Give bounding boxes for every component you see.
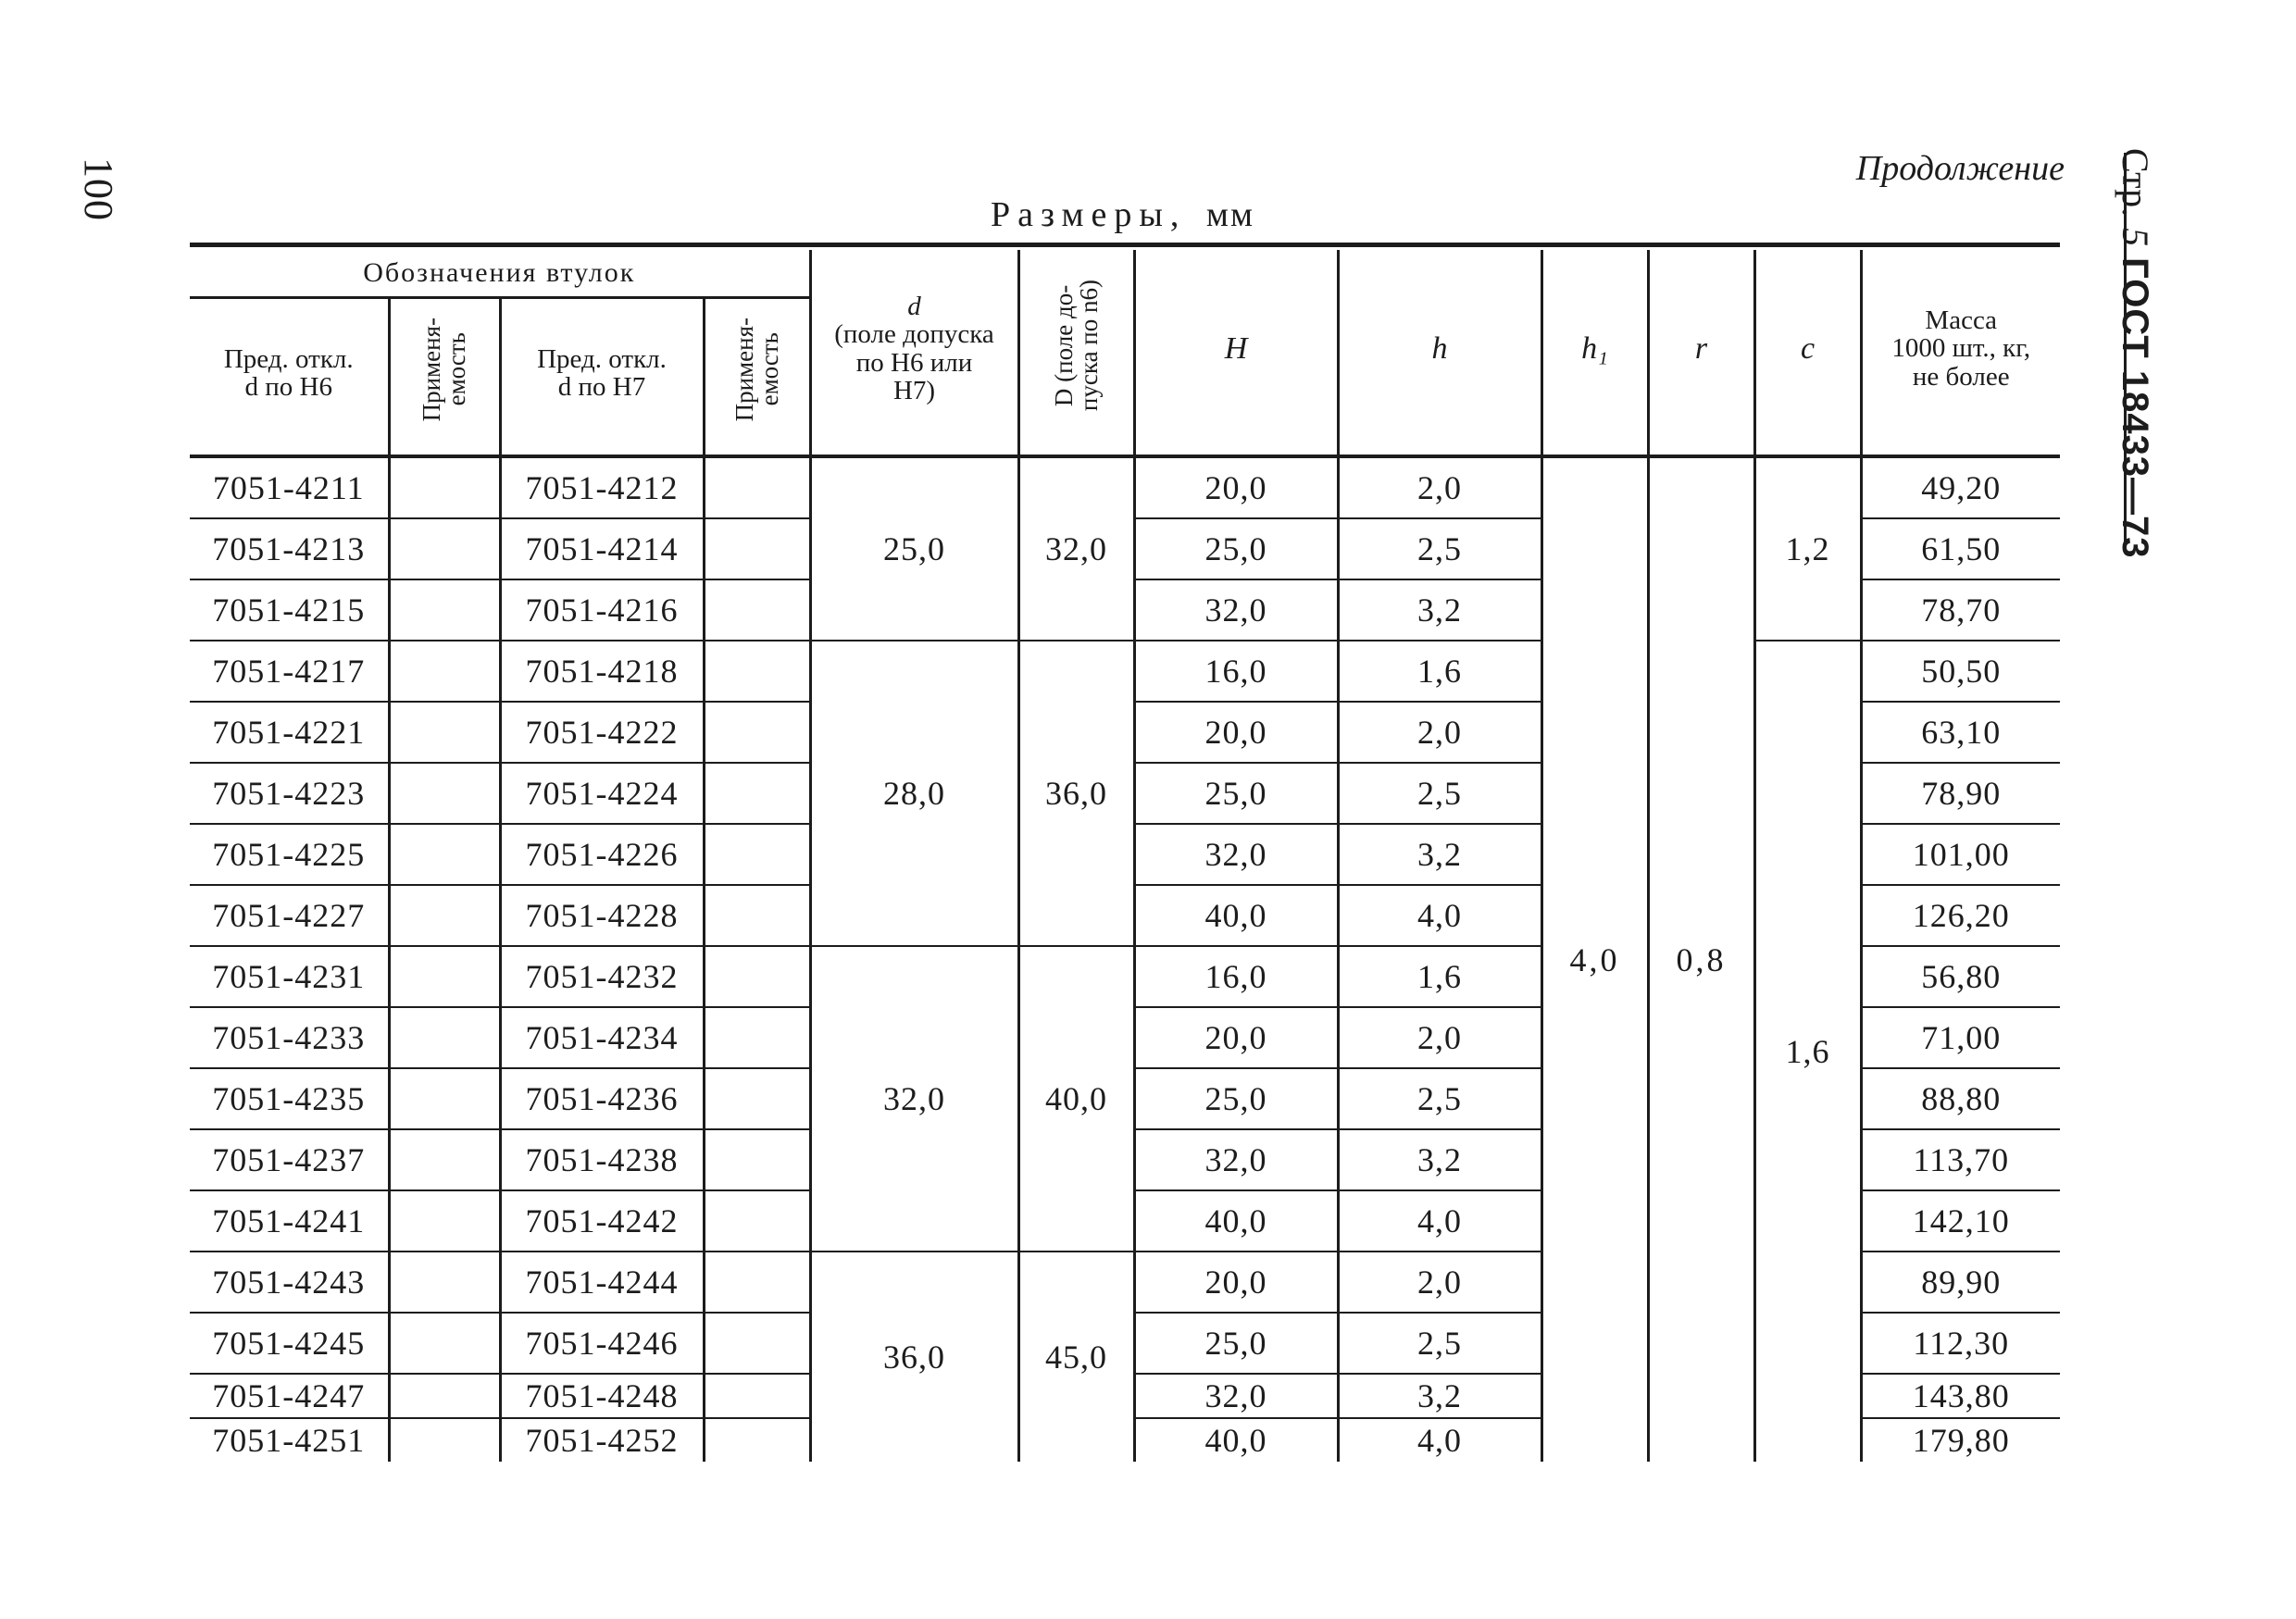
- code-h6: 7051-4233: [190, 1007, 389, 1068]
- applicability-cell: [389, 1190, 500, 1252]
- h-value: 2,5: [1338, 518, 1541, 579]
- h-value: 2,0: [1338, 456, 1541, 518]
- code-h7: 7051-4212: [500, 456, 704, 518]
- continuation-label: Продолжение: [1855, 149, 2065, 188]
- h-value: 3,2: [1338, 1374, 1541, 1418]
- code-h6: 7051-4225: [190, 824, 389, 885]
- header-pred-h6-line2: d по Н6: [244, 372, 332, 402]
- code-h6: 7051-4231: [190, 946, 389, 1007]
- applicability-cell: [704, 763, 810, 824]
- mass-value: 61,50: [1861, 518, 2060, 579]
- H-value: 40,0: [1134, 885, 1338, 946]
- mass-value: 50,50: [1861, 641, 2060, 702]
- mass-value: 143,80: [1861, 1374, 2060, 1418]
- mass-value: 71,00: [1861, 1007, 2060, 1068]
- applicability-cell: [704, 1007, 810, 1068]
- mass-value: 89,90: [1861, 1252, 2060, 1313]
- h1-value: 4,0: [1541, 456, 1648, 1462]
- code-h7: 7051-4242: [500, 1190, 704, 1252]
- header-d: [810, 250, 1018, 447]
- header-D: [1018, 250, 1134, 447]
- applicability-cell: [704, 1313, 810, 1374]
- H-value: 40,0: [1134, 1190, 1338, 1252]
- applicability-cell: [704, 1374, 810, 1418]
- applicability-cell: [389, 824, 500, 885]
- H-value: 25,0: [1134, 1313, 1338, 1374]
- applicability-cell: [704, 1252, 810, 1313]
- h-value: 4,0: [1338, 885, 1541, 946]
- h-value: 3,2: [1338, 579, 1541, 641]
- applicability-cell: [389, 1252, 500, 1313]
- applicability-cell: [389, 641, 500, 702]
- code-h7: 7051-4232: [500, 946, 704, 1007]
- H-value: 20,0: [1134, 456, 1338, 518]
- header-D-line1: D (поле до-: [1049, 283, 1078, 406]
- H-value: 20,0: [1134, 1007, 1338, 1068]
- header-group-designations: Обозначения втулок: [190, 250, 810, 298]
- header-d-line3: Н7): [892, 375, 936, 405]
- code-h7: 7051-4216: [500, 579, 704, 641]
- sizes-title-text: Размеры,: [991, 195, 1187, 234]
- code-h7: 7051-4238: [500, 1129, 704, 1190]
- table-row: [190, 456, 2060, 518]
- c-value: 1,6: [1754, 641, 1861, 1462]
- header-mass-line1: Масса: [1925, 305, 1998, 335]
- side-label: [2114, 148, 2157, 559]
- code-h7: 7051-4248: [500, 1374, 704, 1418]
- code-h6: 7051-4241: [190, 1190, 389, 1252]
- header-applicability-1-line1: Применя-: [418, 317, 445, 422]
- applicability-cell: [389, 946, 500, 1007]
- applicability-cell: [704, 885, 810, 946]
- applicability-cell: [704, 1068, 810, 1129]
- header-h: h: [1338, 250, 1541, 447]
- mass-value: 63,10: [1861, 702, 2060, 763]
- code-h7: 7051-4226: [500, 824, 704, 885]
- h-value: 2,5: [1338, 1068, 1541, 1129]
- header-h1: h₁: [1541, 250, 1648, 447]
- h-value: 2,5: [1338, 763, 1541, 824]
- h-value: 3,2: [1338, 824, 1541, 885]
- header-applicability-1-line2: емость: [443, 332, 470, 406]
- D-value: 32,0: [1018, 456, 1134, 641]
- code-h6: 7051-4215: [190, 579, 389, 641]
- applicability-cell: [389, 1374, 500, 1418]
- applicability-cell: [704, 1190, 810, 1252]
- mass-value: 113,70: [1861, 1129, 2060, 1190]
- D-value: 45,0: [1018, 1252, 1134, 1462]
- mass-value: 101,00: [1861, 824, 2060, 885]
- header-pred-h7-line1: Пред. откл.: [537, 343, 667, 374]
- applicability-cell: [704, 1129, 810, 1190]
- mass-value: 49,20: [1861, 456, 2060, 518]
- applicability-cell: [704, 518, 810, 579]
- sizes-title: [991, 194, 1254, 235]
- header-d-line2: по Н6 или: [855, 347, 973, 378]
- header-d-symbol: d: [907, 291, 921, 321]
- code-h6: 7051-4221: [190, 702, 389, 763]
- applicability-cell: [389, 763, 500, 824]
- code-h7: 7051-4224: [500, 763, 704, 824]
- code-h6: 7051-4237: [190, 1129, 389, 1190]
- code-h7: 7051-4246: [500, 1313, 704, 1374]
- mass-value: 88,80: [1861, 1068, 2060, 1129]
- H-value: 16,0: [1134, 641, 1338, 702]
- applicability-cell: [389, 456, 500, 518]
- code-h6: 7051-4211: [190, 456, 389, 518]
- code-h6: 7051-4227: [190, 885, 389, 946]
- mass-value: 78,70: [1861, 579, 2060, 641]
- table-body: [190, 456, 2060, 1462]
- applicability-cell: [389, 1129, 500, 1190]
- table-row: [190, 641, 2060, 702]
- header-D-line2: пуска по n6): [1074, 279, 1103, 411]
- mass-value: 126,20: [1861, 885, 2060, 946]
- mass-value: 56,80: [1861, 946, 2060, 1007]
- header-d-line1: (поле допуска: [834, 319, 994, 350]
- applicability-cell: [704, 946, 810, 1007]
- H-value: 20,0: [1134, 1252, 1338, 1313]
- code-h7: 7051-4244: [500, 1252, 704, 1313]
- d-value: 36,0: [810, 1252, 1018, 1462]
- header-mass: [1861, 250, 2060, 447]
- applicability-cell: [704, 579, 810, 641]
- code-h7: 7051-4234: [500, 1007, 704, 1068]
- code-h6: 7051-4247: [190, 1374, 389, 1418]
- header-pred-h6-line1: Пред. откл.: [223, 343, 354, 374]
- applicability-cell: [389, 1313, 500, 1374]
- header-pred-h7-line2: d по Н7: [557, 372, 646, 402]
- code-h6: 7051-4245: [190, 1313, 389, 1374]
- header-mass-line3: не более: [1912, 361, 2010, 392]
- applicability-cell: [389, 1418, 500, 1462]
- H-value: 25,0: [1134, 1068, 1338, 1129]
- side-label-prefix: Стр.: [2115, 148, 2156, 218]
- code-h6: 7051-4251: [212, 1422, 366, 1459]
- d-value: 25,0: [810, 456, 1018, 641]
- h-value: 2,0: [1338, 702, 1541, 763]
- D-value: 36,0: [1018, 641, 1134, 946]
- header-mass-line2: 1000 шт., кг,: [1891, 333, 2031, 364]
- applicability-cell: [389, 1068, 500, 1129]
- applicability-cell: [389, 579, 500, 641]
- H-value: 16,0: [1134, 946, 1338, 1007]
- applicability-cell: [704, 824, 810, 885]
- header-pred-h6: [190, 298, 389, 448]
- h-value: 2,0: [1338, 1252, 1541, 1313]
- H-value: 25,0: [1134, 518, 1338, 579]
- h-value: 1,6: [1338, 946, 1541, 1007]
- code-h7: 7051-4252: [500, 1418, 704, 1462]
- h-value: 4,0: [1338, 1190, 1541, 1252]
- applicability-cell: [389, 518, 500, 579]
- header-pred-h7: [500, 298, 704, 448]
- h-value: 3,2: [1338, 1129, 1541, 1190]
- mass-value: 142,10: [1861, 1190, 2060, 1252]
- header-r: r: [1648, 250, 1754, 447]
- code-h6: 7051-4243: [190, 1252, 389, 1313]
- H-value: 32,0: [1134, 1374, 1338, 1418]
- mass-value: 179,80: [1861, 1418, 2060, 1462]
- h-value: 2,5: [1338, 1313, 1541, 1374]
- code-h7: 7051-4228: [500, 885, 704, 946]
- h-value: 4,0: [1338, 1418, 1541, 1462]
- code-h6: 7051-4217: [190, 641, 389, 702]
- side-label-standard: ГОСТ 18433—73: [2115, 257, 2155, 559]
- H-value: 32,0: [1134, 824, 1338, 885]
- header-H: H: [1134, 250, 1338, 447]
- code-h6: 7051-4213: [190, 518, 389, 579]
- side-label-page: 5: [2115, 228, 2156, 247]
- top-rule: [190, 243, 2060, 247]
- r-value: 0,8: [1648, 456, 1754, 1462]
- c-value: 1,2: [1754, 456, 1861, 641]
- code-h7: 7051-4222: [500, 702, 704, 763]
- d-value: 28,0: [810, 641, 1018, 946]
- d-value: 32,0: [810, 946, 1018, 1252]
- header-applicability-1: [389, 298, 500, 448]
- applicability-cell: [389, 1007, 500, 1068]
- H-value: 25,0: [1134, 763, 1338, 824]
- applicability-cell: [704, 641, 810, 702]
- h-value: 2,0: [1338, 1007, 1541, 1068]
- header-applicability-2: [704, 298, 810, 448]
- sizes-title-unit: мм: [1205, 195, 1255, 234]
- dimensions-table: [190, 250, 2060, 1462]
- code-h7: 7051-4214: [500, 518, 704, 579]
- h-value: 1,6: [1338, 641, 1541, 702]
- H-value: 20,0: [1134, 702, 1338, 763]
- applicability-cell: [704, 702, 810, 763]
- mass-value: 78,90: [1861, 763, 2060, 824]
- page-number: 100: [76, 157, 121, 221]
- mass-value: 112,30: [1861, 1313, 2060, 1374]
- code-h6: 7051-4235: [190, 1068, 389, 1129]
- applicability-cell: [704, 456, 810, 518]
- D-value: 40,0: [1018, 946, 1134, 1252]
- code-h7: 7051-4236: [500, 1068, 704, 1129]
- code-h6: 7051-4223: [190, 763, 389, 824]
- H-value: 32,0: [1134, 1129, 1338, 1190]
- applicability-cell: [389, 885, 500, 946]
- H-value: 32,0: [1134, 579, 1338, 641]
- header-applicability-2-line1: Применя-: [730, 317, 758, 422]
- H-value: 40,0: [1134, 1418, 1338, 1462]
- code-h7: 7051-4218: [500, 641, 704, 702]
- header-applicability-2-line2: емость: [755, 332, 783, 406]
- header-c: c: [1754, 250, 1861, 447]
- applicability-cell: [389, 702, 500, 763]
- applicability-cell: [704, 1418, 810, 1462]
